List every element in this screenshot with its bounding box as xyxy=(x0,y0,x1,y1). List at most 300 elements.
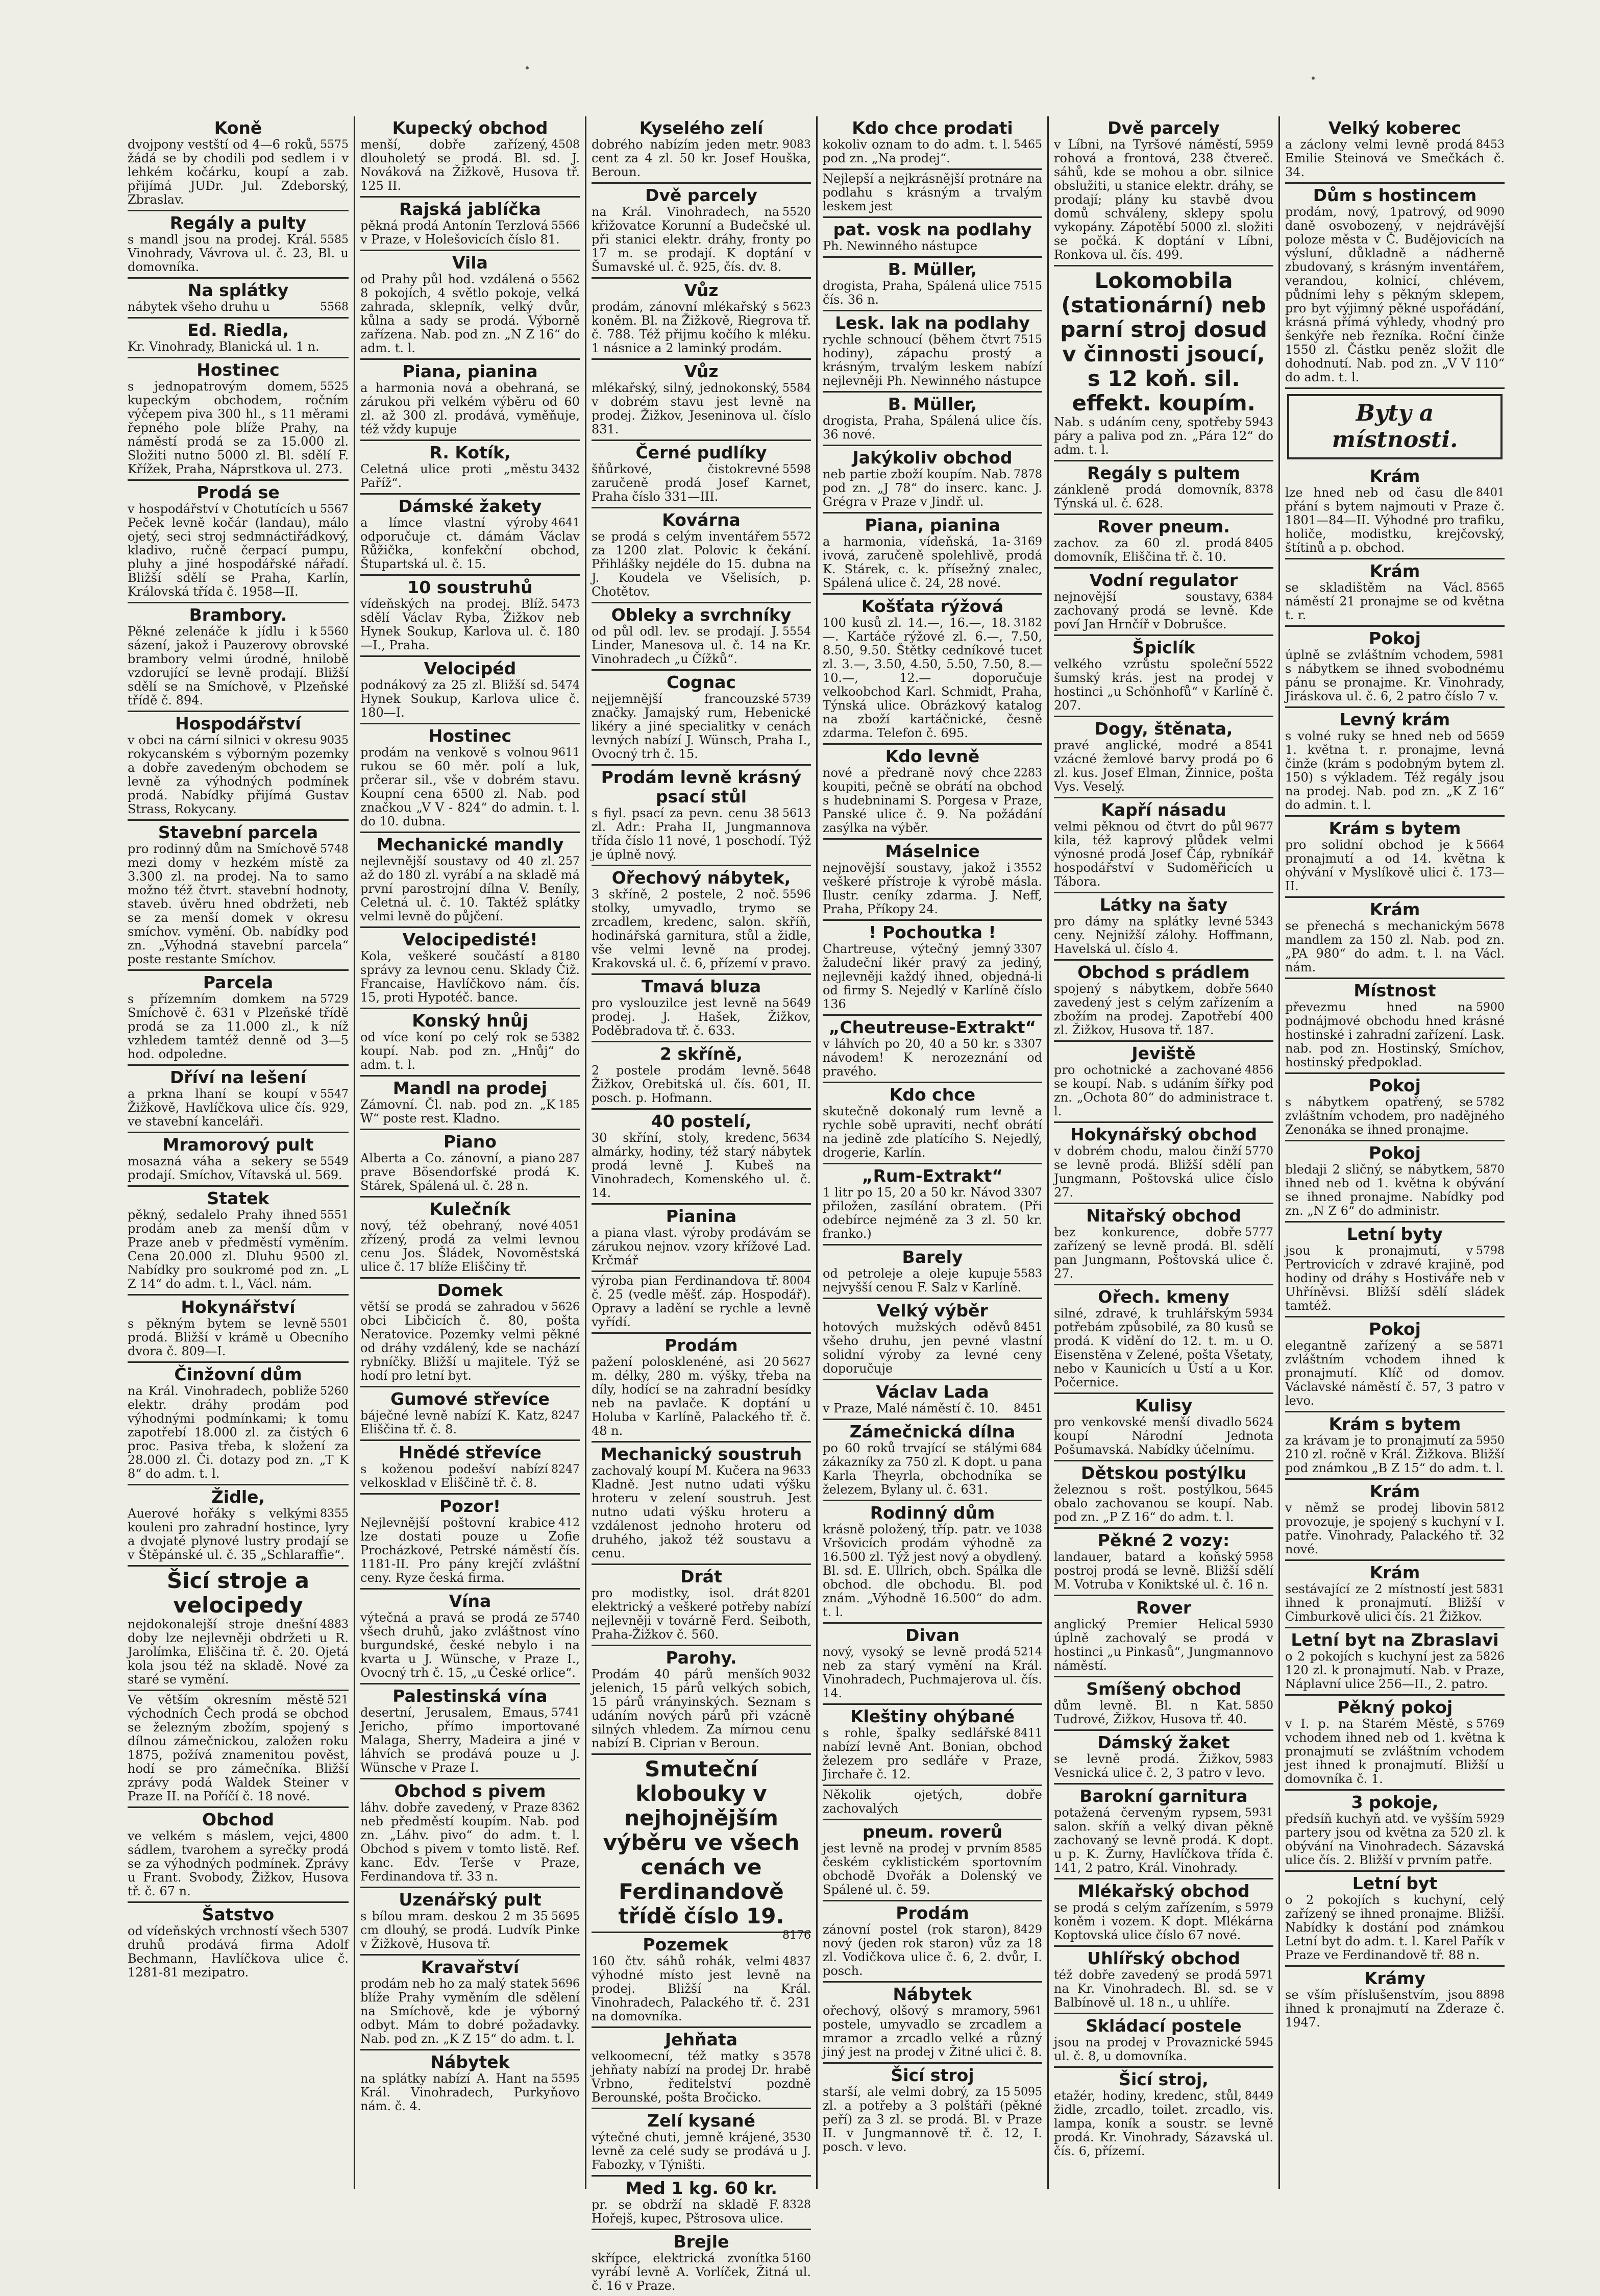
ad-heading: Na splátky xyxy=(187,280,289,300)
classified-ad xyxy=(1054,1947,1273,2014)
classified-ad xyxy=(1054,1879,1273,1947)
ad-heading: Mandl na prodej xyxy=(392,1078,548,1098)
ad-text: pěkný, sedalelo Prahy ihned prodám aneb za menší dům v Praze aneb v předměstí vyměním. Cena 20.000 zl. Dluhu 9500 zl. Nabídky pro soukromé pod zn. „L Z 14“ do adm. t. l., Václ. nám. xyxy=(128,1208,349,1291)
classified-ad xyxy=(592,1110,811,1205)
ad-text: silné, zdravé, k truhlářským potřebám způsobilé, za 80 kusů se prodá. K vidění do 12. t. m. u O. Eisenstěna v Zelené, pošta Všetaty, nebo v Kaunicích u Ústí a u Kor. Počernice. xyxy=(1054,1306,1273,1389)
ad-text: větší se prodá se zahradou v obci Libčicích č. 80, pošta Neratovice. Pozemky velmi pěkné od dráhy vzdálený, kde se nachází rybníčky. Bližší u majitele. Týž se hodí pro letní byt. xyxy=(360,1300,580,1383)
ad-text: od Prahy půl hod. vzdálená o 8 pokojích, 4 světlo pokoje, velká zahrada, sklepník, velký dvůr, kůlna a sady se prodá. Výborně zařízena. Nab. pod zn. „N Z 16“ do adm. t. l. xyxy=(360,272,580,355)
classified-ad xyxy=(823,1083,1042,1164)
ad-text: a harmonia nová a obehraná, se zárukou při velkém výběru od 60 zl. až 300 zl. prodává, vyměňuje, též vždy kupuje xyxy=(360,381,580,436)
ad-text: se vším příslušenstvím, jsou ihned k pronajmutí na Zderaze č. 1947. xyxy=(1285,1988,1505,2030)
ad-text: 1 litr po 15, 20 a 50 kr. Návod přiložen, zasílání obratem. (Při odebírce nejméně za 3 zl. 50 kr. franko.) xyxy=(823,1185,1042,1241)
ad-text: na splátky nabízí A. Hant na Král. Vinohradech, Purkyňovo nám. č. 4. xyxy=(360,2071,580,2113)
ad-number: 5950 xyxy=(1476,1434,1505,1447)
ad-heading: Rover xyxy=(1136,1598,1192,1618)
ad-heading: Jehňata xyxy=(665,2030,737,2049)
ad-number: 5095 xyxy=(1014,2086,1042,2098)
ad-text: s pěkným bytem se levně prodá. Bližší v krámě u Obecního dvora č. 809—I. xyxy=(128,1316,349,1358)
classified-ad xyxy=(592,2109,811,2177)
ad-text: bledaji 2 sličný, se nábytkem, ihned neb od 1. května k obývání se ihned pronajme. Nabídky pod zn. „N Z 6“ do administr. xyxy=(1285,1162,1505,1218)
ad-heading: Ed. Riedla, xyxy=(187,320,289,340)
ad-number: 2283 xyxy=(1014,767,1042,779)
ad-text: Ph. Newinného nástupce xyxy=(823,239,978,253)
classified-ad xyxy=(360,1279,580,1387)
ad-number: 9611 xyxy=(551,746,580,759)
ad-text: pravé anglické, modré a vzácné žemlové barvy prodá po 6 zl. kus. Josef Elman, Žinnice, pošta Vys. Veselý. xyxy=(1054,738,1273,794)
ad-number: 5583 xyxy=(1014,1267,1042,1280)
ad-heading: Špiclík xyxy=(1132,638,1195,657)
ad-text: Zámovní. Čl. nab. pod zn. „K W“ poste rest. Kladno. xyxy=(360,1097,555,1126)
ad-heading: Mechanický soustruh xyxy=(600,1444,802,1464)
ad-heading: Obleky a svrchníky xyxy=(611,605,792,625)
classified-ad xyxy=(1285,1412,1505,1480)
ad-heading: Lokomobila (stationární) neb parní stroj dosud v činnosti jsoucí, s 12 koň. sil. effekt. koupím. xyxy=(1060,268,1267,416)
ad-heading: Barely xyxy=(902,1247,963,1267)
classified-ad xyxy=(360,1495,580,1590)
ad-number: 5812 xyxy=(1476,1502,1505,1515)
ad-text: elegantně zařízený a se zvláštním vchodem ihned k pronajmutí. Klíč od domov. Václavské náměstí č. 57, 3 patro v levo. xyxy=(1285,1338,1505,1408)
ad-heading: Pokoj xyxy=(1369,1076,1421,1095)
ad-heading: Šicí stroj, xyxy=(1119,2069,1209,2089)
ad-heading: Pokoj xyxy=(1369,628,1421,648)
ad-number: 8453 xyxy=(1476,138,1505,151)
ad-heading: Velký výběr xyxy=(877,1301,988,1321)
classified-ad xyxy=(128,1903,349,1983)
ad-number: 5900 xyxy=(1476,1001,1505,1014)
ad-number: 3182 xyxy=(1014,617,1042,629)
ad-number: 5659 xyxy=(1476,730,1505,743)
ad-heading: Krám s bytem xyxy=(1328,818,1461,838)
ad-number: 8541 xyxy=(1245,739,1273,752)
ad-heading: Rodinný dům xyxy=(870,1503,995,1523)
classified-ad xyxy=(128,358,349,481)
ad-number: 5649 xyxy=(782,997,811,1010)
ad-text: anglický Premier Helical úplně zachovalý se prodá v hostinci „u Pinkasů“, Jungmannovo náměstí. xyxy=(1054,1617,1273,1673)
ad-text: velmi pěknou od čtvrt do půl kila, též kaprový plůdek velmi výnosné prodá Josef Čáp, rybníkář hospodářství v Sudoměřicích u Tábora. xyxy=(1054,819,1273,889)
ad-text: prodám neb ho za malý statek blíže Prahy vyměním dle sdělení na Smíchově, kde je výborný odbyt. Mám to dobré požadavky. Nab. pod zn. „K Z 15“ do adm. t. l. xyxy=(360,1976,580,2046)
ad-heading: 40 postelí, xyxy=(651,1111,752,1131)
ad-number: 5979 xyxy=(1245,1901,1273,1914)
ad-text: pro vyslouzilce jest levně na prodej. J. Hašek, Žižkov, Poděbradova tř. č. 633. xyxy=(592,996,811,1038)
ad-text: nové a předraně nový chce koupiti, pečně se obrátí na obchod s hudebninami S. Porgesa v Praze, Panské ulice č. 9. Na požádání zasýlka na výběr. xyxy=(823,766,1042,835)
ad-text: na Král. Vinohradech, na křižovatce Korunní a Budečské ul. při stanici elektr. dráhy, fronty po 17 m. se prodají. K doptání v Šumavské ul. č. 925, čís. dv. 8. xyxy=(592,205,811,274)
classified-ad xyxy=(1285,465,1505,559)
ad-number: 5160 xyxy=(782,2252,811,2265)
ad-number: 3307 xyxy=(1014,943,1042,956)
ad-number: 5664 xyxy=(1476,839,1505,851)
ad-text: dvojpony vestští od 4—6 roků, žádá se by chodili pod sedlem i v lehkém kočárku, koupí a zab. přijímá JUDr. Jul. Zdeborský, Zbraslav. xyxy=(128,137,349,207)
ad-text: šňůrkové, čistokrevné zaručeně prodá Josef Karnet, Praha číslo 331—III. xyxy=(592,462,811,504)
ad-heading: Dogy, štěnata, xyxy=(1094,719,1233,739)
ad-text: převezmu hned na podnájmové obchodu hned krásné hostinské i zahradní zařízení. Lask. nab. pod zn. Hostinský, Smíchov, hostinský předpoklad. xyxy=(1285,1000,1505,1069)
ad-number: 5474 xyxy=(551,679,580,692)
ad-heading: Divan xyxy=(905,1625,959,1645)
ad-heading: Dětskou postýlku xyxy=(1081,1463,1246,1483)
ad-number: 5214 xyxy=(1014,1646,1042,1658)
ad-heading: Regály a pulty xyxy=(169,213,307,233)
ad-text: potažená červeným rypsem, salon. skříň a velký divan pěkně zachovaný se levně prodá. K dopt. u p. K. Žurny, Havlíčkova třída č. 141, 2 patro, Král. Vinohrady. xyxy=(1054,1805,1273,1875)
classified-ad xyxy=(823,170,1042,218)
classified-ad xyxy=(1285,979,1505,1074)
ad-text: a límce vlastní výroby odporučuje ct. dámám Václav Růžička, konfekční obchod, Štupartská ul. č. 15. xyxy=(360,516,580,571)
classified-ad xyxy=(592,360,811,441)
classified-ad xyxy=(360,495,580,576)
ad-heading: Smíšený obchod xyxy=(1086,1679,1241,1699)
ad-number: 4856 xyxy=(1245,1064,1273,1077)
ad-number: 5307 xyxy=(320,1925,349,1938)
ad-text: starší, ale velmi dobrý, za 15 zl. a potřeby a 3 polštáři (pěkné peří) za 3 zl. se prodá. Bl. v Praze II. v Jungmannově tř. č. 12, I. posch. v levo. xyxy=(823,2085,1042,2154)
ad-heading: Obchod xyxy=(202,1810,275,1829)
classified-ad xyxy=(360,724,580,833)
ad-text: nový, též obehraný, nové zřízený, prodá za velmi levnou cenu Jos. Šládek, Novoměstská ulice č. 17 blíže Eliščiny tř. xyxy=(360,1218,580,1274)
column-5 xyxy=(1047,116,1278,2189)
ad-number: 5567 xyxy=(320,503,349,516)
ad-text: zánkleně prodá domovník, Týnská ul. č. 628. xyxy=(1054,482,1242,510)
ad-text: nový, vysoký se levně prodá neb za starý vymění na Král. Vinohradech, Puchmajerova ul. čís. 14. xyxy=(823,1645,1042,1700)
ad-text: s bílou mram. deskou 2 m 35 cm dlouhý, se prodá. Ludvík Pinke v Žižkově, Husova tř. xyxy=(360,1909,580,1951)
classified-ad xyxy=(1054,569,1273,636)
ad-text: jest levně na prodej v prvním českém cyklistickém sportovním obchodě Dvořák a Dolenský ve Spálené ul. č. 59. xyxy=(823,1841,1042,1897)
classified-ad xyxy=(1054,266,1273,461)
classified-ad xyxy=(128,211,349,279)
ad-heading: Piana, pianina xyxy=(402,361,538,381)
ad-number: 8451 xyxy=(1014,1321,1042,1334)
ad-number: 8247 xyxy=(551,1463,580,1476)
classified-ad xyxy=(1285,559,1505,627)
classified-ad xyxy=(592,1565,811,1646)
ad-heading: Skládací postele xyxy=(1086,2016,1242,2036)
ad-number: 5584 xyxy=(782,382,811,395)
ad-heading: Krám xyxy=(1369,466,1420,486)
ad-heading: Levný krám xyxy=(1339,710,1450,729)
ad-text: v obci na cární silnici v okresu rokycanském s výborným pozemky a dobře zavedeným obchodem se levně za výhodných podmínek prodá. Nabídky přijímá Gustav Strass, Rokycany. xyxy=(128,733,349,816)
ad-heading: B. Müller, xyxy=(888,259,977,279)
ad-heading: Krám xyxy=(1369,561,1420,581)
classified-ad xyxy=(1054,1285,1273,1394)
ad-number: 5645 xyxy=(1245,1483,1273,1496)
ad-text: v dobrém chodu, malou činží se levně prodá. Bližší sdělí pan Jungmann, Poštovská ulice číslo 27. xyxy=(1054,1144,1273,1200)
classified-ad xyxy=(1285,898,1505,979)
ad-number: 8004 xyxy=(782,1275,811,1287)
ad-text: od petroleje a oleje kupuje nejvyšší cenou F. Salz v Karlíně. xyxy=(823,1266,1022,1294)
ad-number: 412 xyxy=(558,1517,580,1529)
ad-number: 5465 xyxy=(1014,138,1042,151)
ad-heading: Kdo chce xyxy=(889,1085,976,1105)
ad-number: 5981 xyxy=(1476,649,1505,662)
ad-number: 5640 xyxy=(1245,983,1273,995)
classified-ad xyxy=(592,1646,811,1755)
classified-ad xyxy=(360,1888,580,1956)
ad-text: pro modistky, isol. drát elektrický a veškeré potřeby nabízí nejlevněji v továrně Ferd. Seiboth, Praha-Žižkov č. 560. xyxy=(592,1586,811,1642)
ad-number: 9035 xyxy=(320,734,349,747)
ad-text: a záclony velmi levně prodá Emilie Steinová ve Smečkách č. 34. xyxy=(1285,137,1505,179)
ad-heading: Vůz xyxy=(684,280,719,300)
ad-text: zachov. za 60 zl. prodá domovník, Eliščina tř. č. 10. xyxy=(1054,536,1242,564)
ad-heading: Palestinská vína xyxy=(392,1686,548,1706)
ad-heading: Velocipéd xyxy=(424,658,516,678)
ad-heading: Dům s hostincem xyxy=(1313,185,1477,205)
ad-text: s nábytkem opatřený, se zvláštním vchodem, pro nadějného Zenonáka se ihned pronajme. xyxy=(1285,1095,1505,1137)
classified-ad xyxy=(592,279,811,360)
classified-ad xyxy=(360,833,580,928)
ad-text: prodám, nový, 1patrový, od daně osvobozený, v nejdrávější poloze města v Č. Budějovicích na výsluní, důkladně a nádherně zbudovaný, s krásným inventářem, verandou, kolnicí, chlévem, půdními lehy s pěkným sklepem, pro byt výjimný pěkné uspořádání, krásná přímá výhledy, vhodný pro šenkýře neb řezníka. Roční činže 1550 zl. Částku peněz složit dle dohodnutí. Nab. pod zn. „V V 110“ do adm. t. l. xyxy=(1285,205,1505,384)
ad-heading: Dříví na lešení xyxy=(169,1067,307,1087)
ad-heading: Uzenářský pult xyxy=(399,1890,541,1910)
ad-number: 5585 xyxy=(320,233,349,246)
ad-number: 8401 xyxy=(1476,486,1505,499)
ad-number: 8247 xyxy=(551,1409,580,1422)
ad-text: po 60 roků trvající se stálými zákazníky za 750 zl. K dopt. u pana Karla Theyrla, obchodníka se železem, Bylany ul. č. 631. xyxy=(823,1441,1042,1497)
ad-heading: Kupecký obchod xyxy=(392,118,548,138)
ad-number: 5769 xyxy=(1476,1718,1505,1730)
classified-ad xyxy=(592,2230,811,2296)
ad-number: 5696 xyxy=(551,1977,580,1990)
classified-ad xyxy=(592,1755,811,1942)
ad-heading: Jeviště xyxy=(1131,1043,1196,1063)
ad-heading: Pozemek xyxy=(643,1935,728,1955)
classified-ad xyxy=(128,319,349,358)
classified-ad xyxy=(128,116,349,211)
classified-ad xyxy=(1285,1223,1505,1317)
classified-ad xyxy=(592,1272,811,1334)
classified-ad xyxy=(592,2028,811,2109)
ad-text: o 2 pokojích s kuchyní, celý zařízený se ihned pronajme. Bližší. Nabídky k dostání pod známkou Letní byt do adm. t. l. Karel Pařík v Praze ve Ferdinandově tř. 88 n. xyxy=(1285,1893,1505,1962)
column-1 xyxy=(122,116,354,2189)
classified-ad xyxy=(823,1016,1042,1083)
classified-ad xyxy=(128,1808,349,1903)
ad-text: desertní, Jerusalem, Emaus, Jericho, přímo importované Malaga, Sherry, Madeira a jiné v láhvích se prodává pouze u J. Wünsche v Praze I. xyxy=(360,1705,580,1775)
classified-ad xyxy=(128,821,349,971)
classified-ad xyxy=(360,441,580,495)
ad-heading: Koně xyxy=(214,118,262,138)
classified-ad xyxy=(360,657,580,724)
ad-text: pro solidní obchod je k pronajmutí a od 14. května k ohývání v Myslíkově ulici č. 173—II. xyxy=(1285,838,1505,893)
ad-text: drogista, Praha, Spálená ulice čís. 36 n. xyxy=(823,279,1011,307)
ad-heading: Domek xyxy=(437,1280,503,1300)
ad-number: 3552 xyxy=(1014,862,1042,874)
ad-heading: Černé pudlíky xyxy=(635,443,767,462)
ad-text: s fiyl. psací za pevn. cenu 38 zl. Adr.: Praha II, Jungmannova třída číslo 11 nové, 1 poschodí. Týž je úplně nový. xyxy=(592,806,811,862)
classified-ad xyxy=(360,1387,580,1441)
ad-heading: Drát xyxy=(680,1567,722,1586)
classified-ad xyxy=(823,595,1042,745)
ad-heading: Velký koberec xyxy=(1328,118,1462,138)
classified-ad xyxy=(592,184,811,279)
ad-number: 7515 xyxy=(1014,333,1042,346)
classified-ad xyxy=(1285,184,1505,389)
ad-text: Nejlepší a nejkrásnější protnáre na podlahu s krásným a trvalým leskem jest xyxy=(823,172,1042,213)
ad-text: úplně se zvláštním vchodem, s nábytkem se ihned svobodnému pánu se pronajme. Kr. Vinohrady, Jiráskova ul. č. 6, 2 patro číslo 7 v. xyxy=(1285,648,1505,703)
ad-heading: Hokynářství xyxy=(181,1297,296,1317)
classified-ad xyxy=(360,1441,580,1495)
ad-heading: Kapří násadu xyxy=(1101,800,1226,820)
classified-ad xyxy=(128,279,349,319)
ad-heading: Barokní garnitura xyxy=(1079,1786,1248,1806)
ad-number: 257 xyxy=(558,855,580,868)
classified-ad xyxy=(1285,708,1505,817)
ad-heading: Konský hnůj xyxy=(412,1011,528,1031)
ad-heading: Parcela xyxy=(203,972,274,992)
ad-number: 185 xyxy=(558,1098,580,1111)
classified-ad xyxy=(128,971,349,1066)
column-3 xyxy=(585,116,816,2293)
classified-ad xyxy=(1054,798,1273,893)
ad-number: 8201 xyxy=(782,1587,811,1600)
classified-ad xyxy=(1285,1074,1505,1141)
classified-ad xyxy=(592,116,811,184)
classified-ad xyxy=(1054,961,1273,1042)
classified-ad xyxy=(360,198,580,251)
ad-heading: Židle, xyxy=(211,1487,265,1507)
ad-number: 3530 xyxy=(782,2131,811,2144)
ad-number: 8176 xyxy=(782,1929,811,1942)
ad-text: bez konkurence, dobře zařízený se levně prodá. Bl. sdělí pan Jungmann, Poštovská ulice č. 27. xyxy=(1054,1225,1273,1281)
ad-heading: Václav Lada xyxy=(876,1382,989,1402)
ad-text: Několik ojetých, dobře zachovalých xyxy=(823,1788,1042,1816)
ad-text: výroba pian Ferdinandova tř. č. 25 (vedle měšť. záp. Hospodář). Opravy a ladění se rychle a levně vyřídí. xyxy=(592,1274,811,1329)
ad-text: se prodá s celým zařízením, s koněm i vozem. K dopt. Mlékárna Koptovská ulice číslo 67 nové. xyxy=(1054,1900,1273,1942)
ad-number: 5945 xyxy=(1245,2036,1273,2049)
ad-number: 5958 xyxy=(1245,1551,1273,1564)
ad-text: hotových mužských oděvů všeho druhu, jen pevné vlastní solidní výroby za levné ceny doporučuje xyxy=(823,1320,1042,1376)
ad-heading: Obchod s prádlem xyxy=(1077,962,1250,982)
classified-ad xyxy=(1054,1596,1273,1677)
ad-number: 5624 xyxy=(1245,1416,1273,1429)
ad-text: s přízemním domkem na Smíchově č. 631 v Plzeňské třídě prodá se za 11.000 zl., k níž vzhledem tamtéž denně od 3—5 hod. odpoledne. xyxy=(128,992,349,1061)
ad-text: sestávající ze 2 místností jest ihned k pronajmutí. Bližší v Cimburkově ulici čís. 21 Žižkov. xyxy=(1285,1582,1505,1624)
ad-text: neb partie zboží koupím. Nab. pod zn. „J 78“ do inserc. kanc. J. Grégra v Praze v Jindř. ul. xyxy=(823,467,1042,509)
ad-number: 5566 xyxy=(551,219,580,232)
classified-ad xyxy=(360,576,580,657)
ad-text: a harmonia, vídeňská, 1a-ivová, zaručeně spolehlivě, prodá K. Stárek, c. k. přísežný znalec, Spálená ulice č. 24, 28 nové. xyxy=(823,534,1042,590)
ad-heading: Ořechový nábytek, xyxy=(611,868,791,888)
ad-heading: Vodní regulator xyxy=(1089,570,1238,590)
ad-number: 5501 xyxy=(320,1317,349,1330)
classified-ad xyxy=(360,1684,580,1779)
ad-text: prodám na venkově s volnou rukou se 60 měr. polí a luk, prčerar sil., vše v dobrém stavu. Koupní cena 6500 zl. Nab. pod značkou „V V - 824“ do admin. t. l. do 10. dubna. xyxy=(360,745,580,828)
ad-number: 5961 xyxy=(1014,2005,1042,2017)
ad-heading: Pianina xyxy=(666,1206,737,1226)
ad-heading: Piana, pianina xyxy=(865,515,1000,535)
ad-heading: Letní byt xyxy=(1352,1873,1438,1893)
classified-ad xyxy=(823,311,1042,393)
classified-ad xyxy=(128,603,349,712)
ad-heading: pneum. roverů xyxy=(862,1822,1002,1842)
ad-heading: Kovárna xyxy=(662,510,741,530)
ad-text: menší, dobře zařízený, dlouholetý se prodá. Bl. sd. J. Nováková na Žižkově, Husova tř. 125 II. xyxy=(360,137,580,193)
ad-number: 8429 xyxy=(1014,1923,1042,1936)
ad-number: 5959 xyxy=(1245,138,1273,151)
ad-number: 9090 xyxy=(1476,206,1505,218)
ad-heading: Cognac xyxy=(667,672,736,692)
ad-heading: Krám xyxy=(1369,1481,1420,1501)
ad-columns xyxy=(122,116,1511,2293)
ad-text: s rohle, špalky sedlářské nabízí levně Ant. Bonian, obchod železem pro sedláře v Praze, Jirchaře č. 12. xyxy=(823,1726,1042,1781)
ad-text: Kr. Vinohrady, Blanická ul. 1 n. xyxy=(128,339,319,354)
ad-heading: Máselnice xyxy=(885,841,980,861)
classified-ad xyxy=(1285,1791,1505,1872)
ad-text: Chartreuse, výtečný jemný žaludeční likér pravý za jediný, nejlevněji každý ihned, objedná-li od firmy S. Nejedlý v Karlíně číslo 136 xyxy=(823,942,1042,1011)
classified-ad xyxy=(1285,817,1505,898)
ad-number: 4508 xyxy=(551,138,580,151)
ad-text: ve velkém s máslem, vejci, sádlem, tvarohem a syrečky prodá se za výhodných podmínek. Zprávy u Frant. Svobody, Žižkov, Husova tř. č. 67 n. xyxy=(128,1829,349,1898)
ad-text: pažení polosklenéné, asi 20 m. délky, 280 m. výšky, třeba na díly, hodící se na zahradní besídky neb na pavlače. K doptání u Holuba v Karlíně, Palackého tř. č. 48 n. xyxy=(592,1355,811,1438)
classified-ad xyxy=(823,514,1042,595)
ad-heading: Hnědé střevíce xyxy=(399,1443,541,1462)
classified-ad xyxy=(592,766,811,866)
ad-number: 5782 xyxy=(1476,1096,1505,1109)
ad-heading: Krám xyxy=(1369,899,1420,919)
ad-heading: Prodám xyxy=(664,1335,738,1355)
ad-text: předsíň kuchyň atd. ve vyšším partery jsou od května za 520 zl. k obývání na Vinohradech. Sázavská ulice čís. 2. Bližší v prvním patře. xyxy=(1285,1812,1505,1867)
classified-ad xyxy=(592,2177,811,2230)
ad-heading: Vila xyxy=(452,253,488,273)
ad-number: 3169 xyxy=(1014,535,1042,548)
ad-heading: Ořech. kmeny xyxy=(1098,1287,1229,1307)
ad-heading: Dvě parcely xyxy=(645,185,757,205)
ad-heading: 2 skříně, xyxy=(659,1044,743,1064)
classified-ad xyxy=(823,1299,1042,1380)
classified-ad xyxy=(1054,1204,1273,1285)
ad-number: 3307 xyxy=(1014,1038,1042,1051)
ad-number: 5560 xyxy=(320,625,349,638)
ad-text: Prodám 40 párů menších jelenich, 15 párů velkých sobich, 15 párů vrányinských. Seznam s udáním nových párů při vzácně silných vhledem. Za mírnou cenu nabízí B. Ciprian v Beroun. xyxy=(592,1667,811,1750)
ad-heading: Kravařství xyxy=(421,1957,520,1977)
ad-text: se prodá s celým inventářem za 1200 zlat. Polovic k čekání. Přihlášky nejdéle do 15. dubna na J. Koudela ve Všelisích, p. Chotětov. xyxy=(592,529,811,599)
ad-heading: Činžovní dům xyxy=(174,1364,302,1384)
ad-number: 5623 xyxy=(782,301,811,313)
ad-heading: Kyselého zelí xyxy=(639,118,764,138)
classified-ad xyxy=(823,218,1042,258)
ad-text: podnákový za 25 zl. Bližší sd. Hynek Soukup, Karlova ulice č. 180—I. xyxy=(360,678,580,720)
ad-number: 7515 xyxy=(1014,280,1042,292)
ad-number: 8451 xyxy=(1014,1402,1042,1415)
ad-heading: Kdo chce prodati xyxy=(852,118,1013,138)
classified-ad xyxy=(1054,1677,1273,1731)
ad-heading: Nábytek xyxy=(430,2052,510,2072)
ad-number: 4883 xyxy=(320,1618,349,1631)
ad-number: 5382 xyxy=(551,1031,580,1044)
ad-number: 9032 xyxy=(782,1668,811,1681)
ad-text: zachovalý koupí M. Kučera na Kladně. Jest nutno udati výšku hroteru v zelení soustruh. Jest nutno udati výšku hroteru a vzdálenost jednoho hroteru od druhého, jakož též soustavu a cenu. xyxy=(592,1463,811,1560)
ad-heading: Dámský žaket xyxy=(1097,1732,1230,1752)
ad-heading: Vína xyxy=(449,1591,491,1611)
ad-number: 5627 xyxy=(782,1356,811,1369)
ad-text: mosazná váha a sekery se prodají. Smíchov, Vítavská ul. 569. xyxy=(128,1154,342,1182)
ad-number: 5798 xyxy=(1476,1244,1505,1257)
classified-ad xyxy=(823,258,1042,311)
ad-text: od vídeňských vrchností všech druhů prodává firma Adolf Bechmann, Havlíčkova ulice č. 1281-81 mezipatro. xyxy=(128,1924,349,1980)
classified-ad xyxy=(823,1901,1042,1983)
classified-ad xyxy=(360,1956,580,2050)
ad-number: 9677 xyxy=(1245,820,1273,833)
ad-heading: Kleštiny ohýbané xyxy=(850,1706,1015,1726)
ad-heading: Kulečník xyxy=(429,1199,511,1219)
ad-heading: Parohy. xyxy=(666,1648,737,1668)
ad-text: v Praze, Malé náměstí č. 10. xyxy=(823,1401,999,1415)
classified-ad xyxy=(1054,1785,1273,1879)
ad-number: 5596 xyxy=(782,888,811,901)
classified-ad xyxy=(128,1485,349,1567)
ad-number: 5831 xyxy=(1476,1583,1505,1596)
ad-text: skutečně dokonalý rum levně a rychle sobě upraviti, nechť obrátí na jedině zde platícího S. Nejedlý, drogerie, Karlín. xyxy=(823,1104,1042,1160)
classified-ad xyxy=(592,1042,811,1110)
ad-number: 5598 xyxy=(782,463,811,476)
classified-ad xyxy=(1054,2068,1273,2161)
ad-text: výtečné chuti, jemně krájené, levně za celé sudy se prodává u J. Fabozky, v Týništi. xyxy=(592,2130,811,2172)
ad-number: 5473 xyxy=(551,598,580,610)
classified-ad xyxy=(823,1501,1042,1624)
